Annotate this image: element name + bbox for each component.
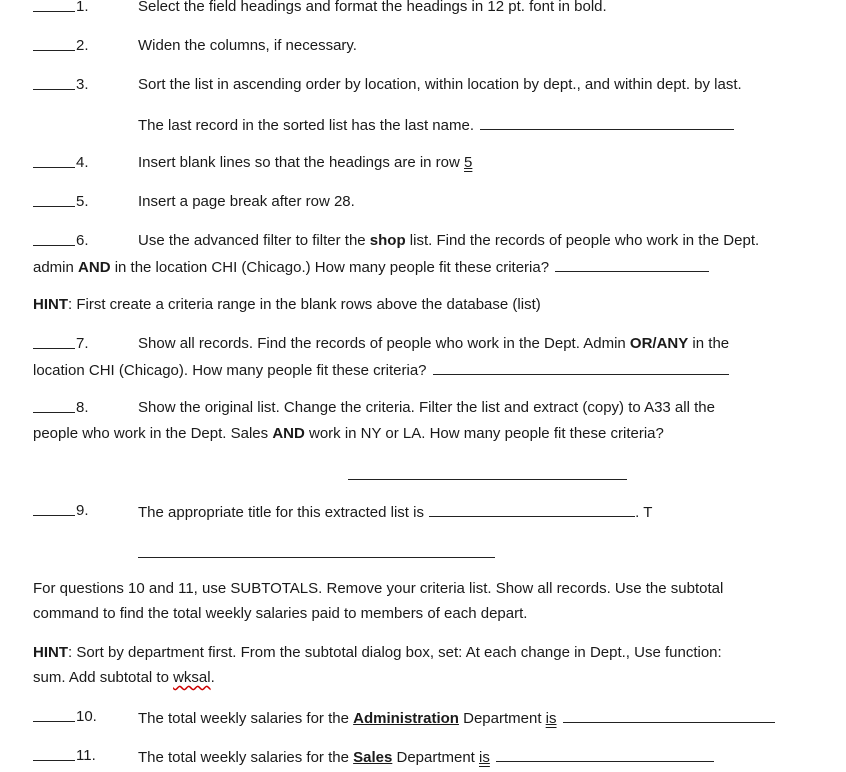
- question-4-text: Insert blank lines so that the headings are in row: [138, 154, 465, 171]
- question-2-text: Widen the columns, if necessary.: [138, 37, 357, 54]
- question-11-text-a: The total weekly salaries for the: [138, 749, 354, 766]
- answer-blank-3[interactable]: 3.: [33, 75, 91, 96]
- answer-blank-10[interactable]: 10.: [33, 707, 91, 728]
- question-5-text: Insert a page break after row 28.: [138, 193, 355, 210]
- question-6-text-a: Use the advanced filter to filter the: [138, 232, 370, 249]
- answer-blank-4[interactable]: 4.: [33, 153, 91, 174]
- wksal-field: wksal: [173, 669, 211, 686]
- question-11-answer-line[interactable]: [496, 746, 714, 762]
- question-1-text: Select the field headings and format the headings in 12 pt. font in bold.: [138, 0, 607, 15]
- hint-2-line2-a: sum. Add subtotal to: [33, 669, 174, 686]
- hint-1-text: : First create a criteria range in the blank rows above the database (list): [68, 296, 541, 313]
- answer-blank-8[interactable]: 8.: [33, 398, 91, 419]
- question-7-answer-line[interactable]: [433, 359, 729, 375]
- question-6-answer-line[interactable]: [555, 256, 709, 272]
- title-answer-line[interactable]: [429, 501, 635, 517]
- row-number: 5: [464, 154, 473, 171]
- question-7-text-a: Show all records. Find the records of people who work in the Dept. Admin: [138, 335, 630, 352]
- question-11-text-c: Department: [392, 749, 480, 766]
- question-3-subtext: The last record in the sorted list has the last name.: [138, 117, 474, 134]
- sales-keyword: Sales: [353, 749, 393, 766]
- question-7-line2-text: location CHI (Chicago). How many people fit these criteria?: [33, 362, 427, 379]
- question-3-text: Sort the list in ascending order by location, within location by dept., and within dept. by last.: [138, 76, 742, 93]
- last-name-answer-line[interactable]: [480, 114, 734, 130]
- question-10-text-a: The total weekly salaries for the: [138, 710, 354, 727]
- question-6-text-c: list. Find the records of people who work in the Dept.: [405, 232, 760, 249]
- question-8-text: Show the original list. Change the criteria. Filter the list and extract (copy) to A33 all the: [138, 399, 715, 416]
- answer-blank-2[interactable]: 2.: [33, 36, 91, 57]
- answer-blank-11[interactable]: 11.: [33, 746, 91, 767]
- question-10-answer-line[interactable]: [563, 707, 775, 723]
- answer-blank-7[interactable]: 7.: [33, 334, 91, 355]
- shop-keyword: shop: [369, 232, 406, 249]
- question-9-text: The appropriate title for this extracted list is: [138, 504, 424, 521]
- question-9-answer-line-2[interactable]: [138, 557, 495, 558]
- question-6-line2-c: in the location CHI (Chicago.) How many people fit these criteria?: [110, 259, 550, 276]
- hint-1-label: HINT: [33, 296, 68, 313]
- question-6-line2-a: admin: [33, 259, 79, 276]
- question-10-is: is: [545, 710, 557, 727]
- question-7-text-c: in the: [688, 335, 730, 352]
- question-8-line2-a: people who work in the Dept. Sales: [33, 425, 273, 442]
- and-keyword-2: AND: [272, 425, 305, 442]
- question-8-answer-line[interactable]: [348, 479, 627, 480]
- question-8-line2-c: work in NY or LA. How many people fit these criteria?: [304, 425, 664, 442]
- administration-keyword: Administration: [353, 710, 459, 727]
- hint-2-label: HINT: [33, 644, 68, 661]
- hint-2-line1: : Sort by department first. From the subtotal dialog box, set: At each change in Dept., Use function:: [68, 644, 722, 661]
- answer-blank-1[interactable]: 1.: [33, 0, 91, 18]
- answer-blank-5[interactable]: 5.: [33, 192, 91, 213]
- question-11-is: is: [479, 749, 490, 766]
- or-any-keyword: OR/ANY: [629, 335, 689, 352]
- question-9-tail: . T: [635, 504, 653, 521]
- answer-blank-9[interactable]: 9.: [33, 501, 91, 522]
- question-10-text-c: Department: [458, 710, 546, 727]
- hint-2-line2-c: .: [210, 669, 215, 686]
- and-keyword: AND: [78, 259, 111, 276]
- answer-blank-6[interactable]: 6.: [33, 231, 91, 252]
